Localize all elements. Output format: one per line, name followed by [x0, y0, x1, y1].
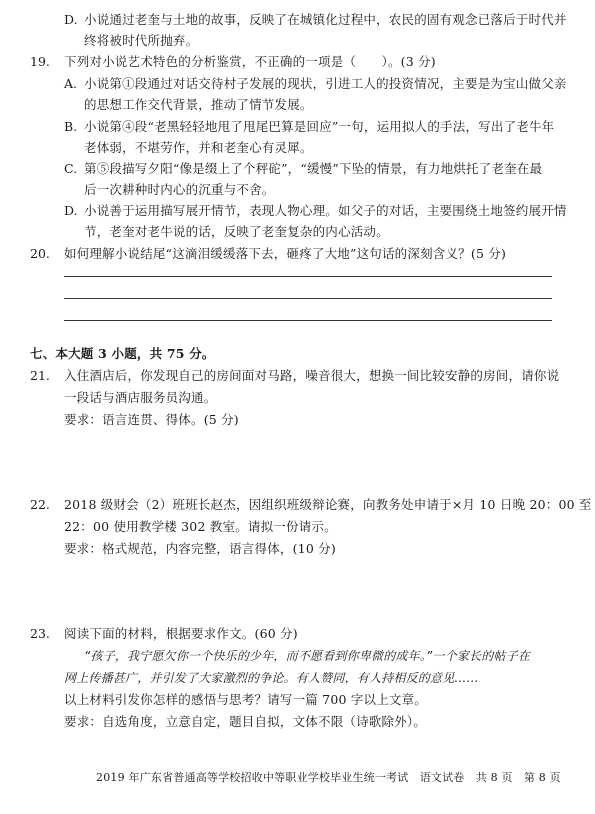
- q23-material-line-2: 网上传播甚广，并引发了大家激烈的争论。有人赞同，有人持相反的意见……: [64, 671, 479, 685]
- q19-option-d-line-1: 小说善于运用描写展开情节，表现人物心理。如父子的对话，主要围绕土地签约展开情: [84, 203, 567, 218]
- q20-answer-line-2[interactable]: [64, 298, 552, 299]
- q23-material-line-1: “孩子，我宁愿欠你一个快乐的少年，而不愿看到你卑微的成年。”一个家长的帖子在: [84, 649, 531, 663]
- q19-option-d-line-2: 节，老奎对老牛说的话，反映了老奎复杂的内心活动。: [84, 224, 389, 239]
- q20-number: 20.: [30, 246, 50, 261]
- q18-option-d-line-1: 小说通过老奎与土地的故事，反映了在城镇化过程中，农民的固有观念已落后于时代并: [84, 12, 567, 27]
- q18-option-d-label: D.: [64, 12, 78, 27]
- q22-line-1: 2018 级财会（2）班班长赵杰，因组织班级辩论赛，向教务处申请于×月 10 日晚 20：00 至: [64, 497, 592, 512]
- q19-option-c-label: C.: [64, 161, 78, 176]
- q23-requirement: 要求：自选角度，立意自定，题目自拟，文体不限（诗歌除外）。: [64, 714, 427, 729]
- q19-option-b-line-2: 老体弱，不堪劳作，并和老奎心有灵犀。: [84, 140, 313, 155]
- q19-option-b-line-1: 小说第④段“老黑轻轻地甩了甩尾巴算是回应”一句，运用拟人的手法，写出了老牛年: [84, 119, 555, 134]
- q22-number: 22.: [30, 497, 50, 512]
- q19-stem: 下列对小说艺术特色的分析鉴赏，不正确的一项是（ ）。(3 分): [64, 54, 436, 69]
- q19-option-c-line-1: 第⑤段描写夕阳“像是缀上了个秤砣”，“缓慢”下坠的情景，有力地烘托了老奎在最: [84, 161, 543, 176]
- q19-option-d-label: D.: [64, 203, 78, 218]
- q19-option-a-line-1: 小说第①段通过对话交待村子发展的现状，引进工人的投资情况，主要是为宝山做父亲: [84, 76, 567, 91]
- section-7-heading: 七、本大题 3 小题，共 75 分。: [30, 346, 215, 361]
- q23-number: 23.: [30, 626, 50, 641]
- q19-option-a-line-2: 的思想工作交代背景，推动了情节发展。: [84, 97, 313, 112]
- q18-option-d-line-2: 终将被时代所抛弃。: [84, 33, 199, 48]
- page-footer: 2019 年广东省普通高等学校招收中等职业学校毕业生统一考试 语文试卷 共 8 页 第 8 页: [96, 771, 561, 784]
- q19-option-a-label: A.: [64, 76, 78, 91]
- q21-line-1: 入住酒店后，你发现自己的房间面对马路，噪音很大，想换一间比较安静的房间，请你说: [64, 368, 560, 383]
- q23-stem: 阅读下面的材料，根据要求作文。(60 分): [64, 626, 298, 641]
- q21-requirement: 要求：语言连贯、得体。(5 分): [64, 412, 239, 427]
- q22-requirement: 要求：格式规范，内容完整，语言得体，(10 分): [64, 541, 336, 556]
- q21-line-2: 一段话与酒店服务员沟通。: [64, 390, 217, 405]
- q19-number: 19.: [30, 54, 50, 69]
- q20-answer-line-1[interactable]: [64, 276, 552, 277]
- q20-stem: 如何理解小说结尾“这滴泪缓缓落下去，砸疼了大地”这句话的深刻含义？(5 分): [64, 246, 507, 261]
- q19-option-c-line-2: 后一次耕种时内心的沉重与不舍。: [84, 182, 275, 197]
- q20-answer-line-3[interactable]: [64, 320, 552, 321]
- q23-prompt: 以上材料引发你怎样的感悟与思考？请写一篇 700 字以上文章。: [64, 692, 428, 707]
- q19-option-b-label: B.: [64, 119, 78, 134]
- q22-line-2: 22：00 使用教学楼 302 教室。请拟一份请示。: [64, 519, 337, 534]
- q21-number: 21.: [30, 368, 50, 383]
